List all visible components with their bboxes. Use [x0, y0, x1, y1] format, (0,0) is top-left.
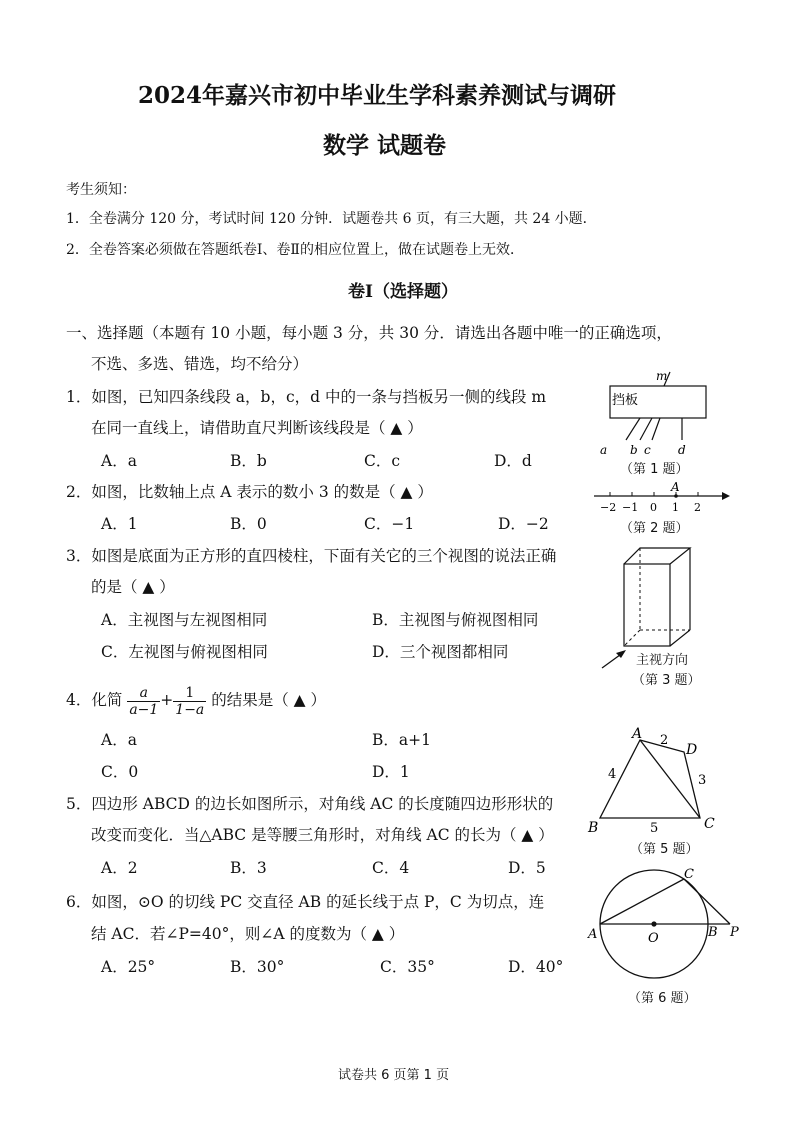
q4-fraction-1-numerator: a: [127, 685, 160, 702]
notice-item-1: 1．全卷满分 120 分，考试时间 120 分钟．试题卷共 6 页，有三大题，共 24 小题．: [66, 211, 597, 227]
q2-caption: （第 2 题）: [620, 521, 689, 536]
section-intro-1: 一、选择题（本题有 10 小题，每小题 3 分，共 30 分．请选出各题中唯一的正确选项，: [66, 324, 672, 342]
q5-side-length: 2: [660, 733, 669, 748]
q6-stem-line-1: 6．如图，⊙O 的切线 PC 交直径 AB 的延长线于点 P，C 为切点，连: [66, 893, 545, 911]
q5-option-c: C．4: [372, 859, 410, 877]
q3-view-direction-label: 主视方向: [636, 653, 689, 668]
q6-caption: （第 6 题）: [628, 991, 697, 1006]
q1-caption: （第 1 题）: [620, 462, 689, 477]
q4-plus: +: [160, 691, 174, 709]
q3-stem-line-1: 3．如图是底面为正方形的直四棱柱，下面有关它的三个视图的说法正确: [66, 547, 557, 565]
q6-label-b: B: [708, 925, 718, 940]
q5-side-length: 5: [650, 821, 659, 836]
q4-option-c: C．0: [101, 763, 139, 781]
q5-caption: （第 5 题）: [630, 842, 699, 857]
q2-tick-label: −1: [622, 501, 639, 514]
q5-label-c: C: [704, 816, 715, 832]
q6-label-p: P: [730, 925, 739, 940]
q1-label-a: a: [600, 443, 608, 457]
q6-stem-line-2: 结 AC．若∠P=40°，则∠A 的度数为（ ▲ ）: [91, 925, 405, 943]
q1-label-m: m: [656, 369, 668, 383]
q2-tick-label: 2: [694, 501, 701, 514]
q2-point-a: [674, 494, 678, 498]
q3-option-d: D．三个视图都相同: [372, 643, 509, 661]
q5-stem-line-1: 5．四边形 ABCD 的边长如图所示，对角线 AC 的长度随四边形形状的: [66, 795, 554, 813]
notice-heading: 考生须知：: [66, 182, 136, 198]
q4-suffix: 的结果是（ ▲ ）: [211, 691, 326, 709]
q2-option-a: A．1: [101, 515, 138, 533]
q1-label-b: b: [630, 443, 638, 457]
q1-option-d: D．d: [494, 452, 532, 470]
q3-stem-line-2: 的是（ ▲ ）: [91, 578, 175, 596]
q2-tick-label: 1: [672, 501, 679, 514]
q1-figure: [596, 368, 716, 462]
q4-fraction-1: [127, 685, 160, 718]
q3-option-a: A．主视图与左视图相同: [101, 611, 268, 629]
q1-stem-line-1: 1．如图，已知四条线段 a，b，c，d 中的一条与挡板另一侧的线段 m: [66, 388, 547, 406]
q1-option-c: C．c: [364, 452, 401, 470]
q2-stem: 2．如图，比数轴上点 A 表示的数小 3 的数是（ ▲ ）: [66, 483, 433, 501]
page-title: 2024年嘉兴市初中毕业生学科素养测试与调研: [138, 82, 617, 109]
q4-fraction-2: [173, 685, 206, 718]
q5-label-b: B: [588, 820, 599, 836]
q6-chord-ac: [600, 879, 684, 924]
q5-stem-line-2: 改变而变化．当△ABC 是等腰三角形时，对角线 AC 的长为（ ▲ ）: [91, 826, 554, 844]
section-intro-2: 不选、多选、错选，均不给分）: [91, 355, 309, 373]
q1-board-label: 挡板: [612, 393, 639, 408]
q6-option-c: C．35°: [380, 958, 435, 976]
q5-option-a: A．2: [101, 859, 138, 877]
q4-option-b: B．a+1: [372, 731, 431, 749]
q6-label-o: O: [648, 931, 659, 946]
q2-option-d: D．−2: [498, 515, 549, 533]
q4-prefix: 4．化简: [66, 691, 123, 709]
section-title: 卷Ⅰ（选择题）: [348, 282, 458, 302]
q5-label-d: D: [686, 742, 698, 758]
q1-label-c: c: [644, 443, 651, 457]
q6-option-b: B．30°: [230, 958, 285, 976]
q4-fraction-2-denominator: 1−a: [175, 701, 205, 718]
q4-option-a: A．a: [101, 731, 137, 749]
q5-figure: [584, 724, 724, 840]
q2-option-c: C．−1: [364, 515, 415, 533]
q4-fraction-2-numerator: 1: [173, 685, 206, 702]
q1-stem-line-2: 在同一直线上，请借助直尺判断该线段是（ ▲ ）: [91, 419, 423, 437]
q2-tick-label: −2: [600, 501, 617, 514]
q1-option-b: B．b: [230, 452, 267, 470]
q6-center-dot: [651, 921, 656, 926]
notice-item-2: 2．全卷答案必须做在答题纸卷Ⅰ、卷Ⅱ的相应位置上，做在试题卷上无效．: [66, 242, 524, 258]
q4-option-d: D．1: [372, 763, 410, 781]
q6-option-d: D．40°: [508, 958, 564, 976]
q6-figure: [584, 864, 744, 984]
page-subtitle: 数学 试题卷: [323, 132, 447, 159]
q2-point-label: A: [671, 480, 680, 494]
q4-fraction-1-denominator: a−1: [129, 701, 159, 718]
q6-label-a: A: [588, 927, 598, 942]
q3-caption: （第 3 题）: [632, 673, 701, 688]
q2-option-b: B．0: [230, 515, 267, 533]
q5-label-a: A: [632, 726, 643, 742]
q2-arrow-head: [722, 492, 730, 500]
q4-stem: [66, 680, 326, 720]
q6-option-a: A．25°: [101, 958, 156, 976]
q5-option-b: B．3: [230, 859, 267, 877]
q1-option-a: A．a: [101, 452, 137, 470]
page-footer: 试卷共 6 页第 1 页: [338, 1068, 450, 1083]
q3-option-c: C．左视图与俯视图相同: [101, 643, 268, 661]
q2-tick-label: 0: [650, 501, 657, 514]
q2-figure: [590, 478, 730, 518]
q5-option-d: D．5: [508, 859, 546, 877]
q6-label-c: C: [684, 867, 694, 882]
q5-side-length: 4: [608, 767, 617, 782]
q1-label-d: d: [678, 443, 686, 457]
q5-side-length: 3: [698, 773, 707, 788]
q3-option-b: B．主视图与俯视图相同: [372, 611, 539, 629]
